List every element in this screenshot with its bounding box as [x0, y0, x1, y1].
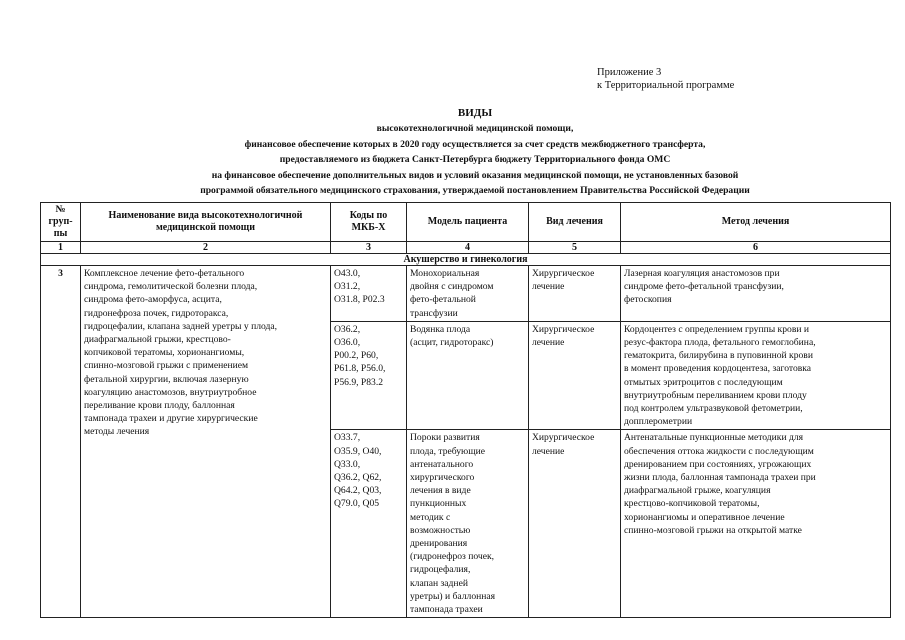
header-patient-model: Модель пациента: [407, 203, 529, 242]
treatment-method-cell: Антенатальные пункционные методики для обеспечения оттока жидкости с последующим дренированием при состояниях, угрожающих жизни плода, баллонная тампонада трахеи при диафрагмальной грыже, коагуляция крестцово-копчиковой тератомы, хорионангиомы и оперативное лечение спинно-мозговой грыжи на открытой матке: [621, 430, 891, 618]
title-line-4: на финансовое обеспечение дополнительных видов и условий оказания медицинской помощи, не установленных базовой: [211, 169, 739, 181]
header-treatment-method: Метод лечения: [621, 203, 891, 242]
column-number: 1: [41, 242, 81, 254]
title-line-1: высокотехнологичной медицинской помощи,: [376, 123, 574, 134]
column-number: 5: [529, 242, 621, 254]
appendix-line-1: Приложение 3: [597, 67, 662, 78]
column-numbers-row: [41, 242, 891, 254]
header-vmp-name: Наименование вида высокотехнологичной медицинской помощи: [81, 203, 331, 242]
icd-codes-cell: O43.0, O31.2, O31.8, P02.3: [331, 266, 407, 322]
header-icd-codes: Коды по МКБ-Х: [331, 203, 407, 242]
treatment-method-cell: Кордоцентез с определением группы крови и резус-фактора плода, фетального гемоглобина, гематокрита, билирубина в пуповинной крови в момент проведения кордоцентеза, заготовка отмытых эритроцитов с последующим внутриутробным переливанием крови плоду под контролем ультразвуковой фетометрии, допплерометрии: [621, 321, 891, 430]
column-number: 3: [331, 242, 407, 254]
document-title: [120, 106, 830, 199]
column-number: 2: [81, 242, 331, 254]
title-line-5: программой обязательного медицинского страхования, утверждаемой постановлением Правительства Российской Федерации: [200, 185, 750, 196]
patient-model-cell: Пороки развития плода, требующие антенатального хирургического лечения в виде пункционных методик с возможностью дренирования (гидронефроз почек, гидроцефалия, клапан задней уретры) и баллонная тампонада трахеи: [407, 430, 529, 618]
treatment-type-cell: Хирургическое лечение: [529, 321, 621, 430]
appendix-note: [597, 66, 734, 92]
group-number: 3: [41, 266, 81, 618]
table-header-row: [41, 203, 891, 242]
patient-model-cell: Водянка плода (асцит, гидроторакс): [407, 321, 529, 430]
group-name: Комплексное лечение фето-фетального синдрома, гемолитической болезни плода, синдрома фето-аморфуса, асцита, гидронефроза почек, гидроторакса, гидроцефалии, клапана задней уретры у плода, диафрагмальной грыжи, крестцово- копчиковой тератомы, хорионангиомы, спинно-мозговой грыжи с применением фетальной хирургии, включая лазерную коагуляцию анастомозов, внутриутробное переливание крови плоду, баллонная тампонада трахеи и другие хирургические методы лечения: [81, 266, 331, 618]
patient-model-cell: Монохориальная двойня с синдромом фето-фетальной трансфузии: [407, 266, 529, 322]
column-number: 4: [407, 242, 529, 254]
header-treatment-type: Вид лечения: [529, 203, 621, 242]
treatment-type-cell: Хирургическое лечение: [529, 266, 621, 322]
vmp-table: [40, 202, 891, 618]
section-row: [41, 254, 891, 266]
appendix-line-2: к Территориальной программе: [597, 80, 735, 91]
title-line-2: финансовое обеспечение которых в 2020 году осуществляется за счет средств межбюджетного трансферта,: [244, 138, 706, 150]
treatment-type-cell: Хирургическое лечение: [529, 430, 621, 618]
header-group-number: № груп- пы: [41, 203, 81, 242]
treatment-method-cell: Лазерная коагуляция анастомозов при синдроме фето-фетальной трансфузии, фетоскопия: [621, 266, 891, 322]
icd-codes-cell: O33.7, O35.9, O40, Q33.0, Q36.2, Q62, Q64.2, Q03, Q79.0, Q05: [331, 430, 407, 618]
section-title: Акушерство и гинекология: [41, 254, 891, 266]
column-number: 6: [621, 242, 891, 254]
table-row: [41, 266, 891, 322]
icd-codes-cell: O36.2, O36.0, P00.2, P60, P61.8, P56.0, P56.9, P83.2: [331, 321, 407, 430]
title-line-3: предоставляемого из бюджета Санкт-Петербурга бюджету Территориального фонда ОМС: [279, 154, 671, 165]
title-main: ВИДЫ: [457, 107, 493, 119]
